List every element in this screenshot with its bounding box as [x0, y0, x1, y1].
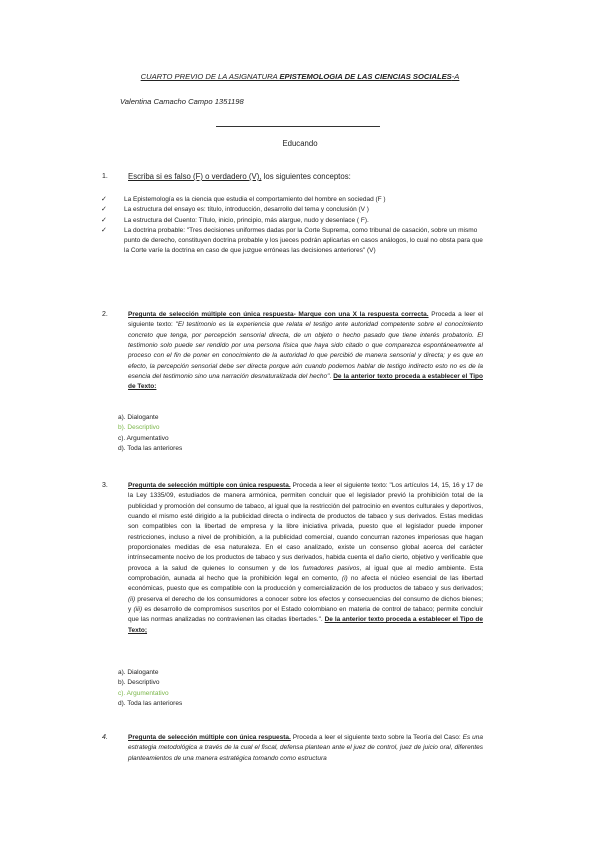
question-instruction: De la anterior texto proceda a establecer el Tipo de Texto;: [128, 616, 483, 634]
title-course: EPISTEMOLOGIA DE LAS CIENCIAS SOCIALES: [279, 72, 452, 81]
list-item-text: La estructura del Cuento: Título, inicio, principio, más alargue, nudo y desenlace ( F).: [124, 216, 369, 224]
question-instruction-tail: los siguientes conceptos:: [261, 172, 351, 181]
question-heading: Pregunta de selección múltiple con única respuesta- Marque con una X la respuesta correcta.: [128, 311, 429, 318]
question-text: es desarrollo de compromisos suscritos por el Estado colombiano en materia de control de tabaco; permite concluir que las normas analizadas no contravienen las citadas libertades.".: [128, 606, 483, 624]
checkmark-icon: ✓: [101, 216, 107, 224]
list-item: [101, 205, 488, 215]
list-item-text: La estructura del ensayo es: título, introducción, desarrollo del tema y conclusión (V ): [124, 206, 369, 214]
author-line: Valentina Camacho Campo 1351198: [120, 97, 244, 106]
checkmark-icon: ✓: [101, 196, 107, 203]
question-text: , al igual que al medio ambiente. Esta comprobación, aunada al hecho que la prohibición legal en comento,: [128, 564, 483, 583]
student-role: Educando: [282, 139, 318, 148]
question-text: preserva el derecho de los consumidores a conocer sobre los efectos y consecuencias del consumo de dichos bienes; y: [128, 595, 483, 614]
question-text: no afecta el núcleo esencial de las libertad económicas, puesto que es compatible con la producción y comercialización de los productos de tabaco y sus derivados;: [128, 575, 483, 593]
question-quote: "El testimonio es la experiencia que relata el testigo ante autoridad competente sobre el conocimiento concreto que tenga, por percepción sensorial directa, de un objeto o hecho pasado que tiene interés probatorio. El testimonio solo puede ser rendido por una persona física que haya sido citado o que comparezca espontáneamente al proceso con el fin de poner en conocimiento de la autoridad lo que percibió de manera sensorial y directa; y es que en efecto, la percepción sensorial debe ser directa porque aún cuando podemos hablar de testigo indirecto esto no es de la esencia del testimonio sino una narración desnaturalizada del hecho": [128, 321, 483, 381]
document-title: [0, 72, 600, 81]
list-item: [101, 226, 488, 257]
checkmark-icon: ✓: [101, 206, 107, 214]
option-a[interactable]: a). Dialogante: [118, 669, 159, 676]
question-heading: Pregunta de selección múltiple con única respuesta.: [128, 482, 291, 489]
question-4: [102, 733, 483, 764]
checkmark-icon: ✓: [101, 226, 107, 234]
question-number: 2.: [102, 311, 108, 318]
question-instruction: De la anterior texto proceda a establecer el Tipo de Texto:: [128, 373, 483, 391]
list-item: [101, 216, 488, 226]
list-item: [101, 195, 488, 205]
question-1: [102, 172, 483, 182]
signature-line: [216, 126, 380, 127]
question-lead: Proceda a leer el siguiente texto sobre la Teoría del Caso:: [290, 734, 463, 741]
question-number: 1.: [102, 173, 108, 180]
question-text-italic: (ii): [128, 595, 136, 603]
title-suffix: -A: [451, 72, 460, 81]
option-c[interactable]: c). Argumentativo: [118, 434, 169, 442]
option-b[interactable]: b). Descriptivo: [118, 679, 160, 687]
question-lead: Proceda a leer el siguiente texto:: [128, 311, 483, 329]
title-prefix: CUARTO PREVIO DE LA ASIGNATURA: [140, 72, 280, 81]
true-false-list: [101, 195, 488, 257]
question-text-italic: (iii): [133, 606, 143, 614]
list-item-text: La Epistemología es la ciencia que estudia el comportamiento del hombre en sociedad (F ): [124, 196, 386, 203]
question-2: [102, 310, 483, 393]
question-3: [102, 481, 483, 636]
list-item-text: La doctrina probable: "Tres decisiones uniformes dadas por la Corte Suprema, como tribunal de casación, sobre un mismo punto de derecho, constituyen doctrina probable y los jueces podrán aplicarlas en casos análogos, lo cual no obsta para que la Corte varíe la doctrina en caso de que juzgue erróneas las decisiones anteriores" (V): [124, 226, 483, 255]
question-2-options: [118, 413, 182, 455]
question-number: 3.: [102, 482, 108, 489]
question-quote: Es una estrategia metodológica a través de la cual el fiscal, defensa plantean ante el juez de control, juez de juicio oral, diferentes planteamientos de una manera estratégica tomando como estructura: [128, 734, 483, 762]
question-instruction: Escriba si es falso (F) o verdadero (V),: [128, 172, 262, 181]
option-b-selected[interactable]: b). Descriptivo: [118, 424, 160, 432]
question-text-italic: fumadores pasivos: [302, 564, 360, 572]
question-text: Proceda a leer el siguiente texto: "Los artículos 14, 15, 16 y 17 de la Ley 1335/09, estudiados de manera armónica, permiten concluir que el legislador previó la prohibición total de la publicidad y promoción del consumo de tabaco, al igual que la restricción del patrocinio en eventos culturales y deportivos, cuando el mismo esté dirigido a la publicidad directa o indirecta de productos de tabaco y sus derivados. Estas medidas son compatibles con la libertad de empresa y la libre iniciativa privada, puesto que el legislador puede imponer restricciones, incluso a nivel de prohibición, a la publicidad comercial, cuando concurran razones imperiosas que hagan proporcionales medidas de esa naturaleza. En el caso analizado, existe un consenso global acerca del carácter intrínsecamente nocivo de los productos de tabaco y sus derivados, habida cuenta el daño cierto, objetivo y verificable que provoca a la salud de quienes lo consumen y de los: [128, 482, 483, 572]
question-heading: Pregunta de selección múltiple con única respuesta.: [128, 734, 291, 741]
option-d[interactable]: d). Toda las anteriores: [118, 700, 183, 708]
question-number: 4.: [102, 734, 108, 741]
question-text-italic: (i): [341, 575, 348, 583]
question-3-options: [118, 668, 182, 710]
question-tail: .: [329, 373, 334, 381]
option-c-selected[interactable]: c). Argumentativo: [118, 689, 169, 697]
option-d[interactable]: d). Toda las anteriores: [118, 445, 183, 453]
option-a[interactable]: a). Dialogante: [118, 414, 159, 421]
